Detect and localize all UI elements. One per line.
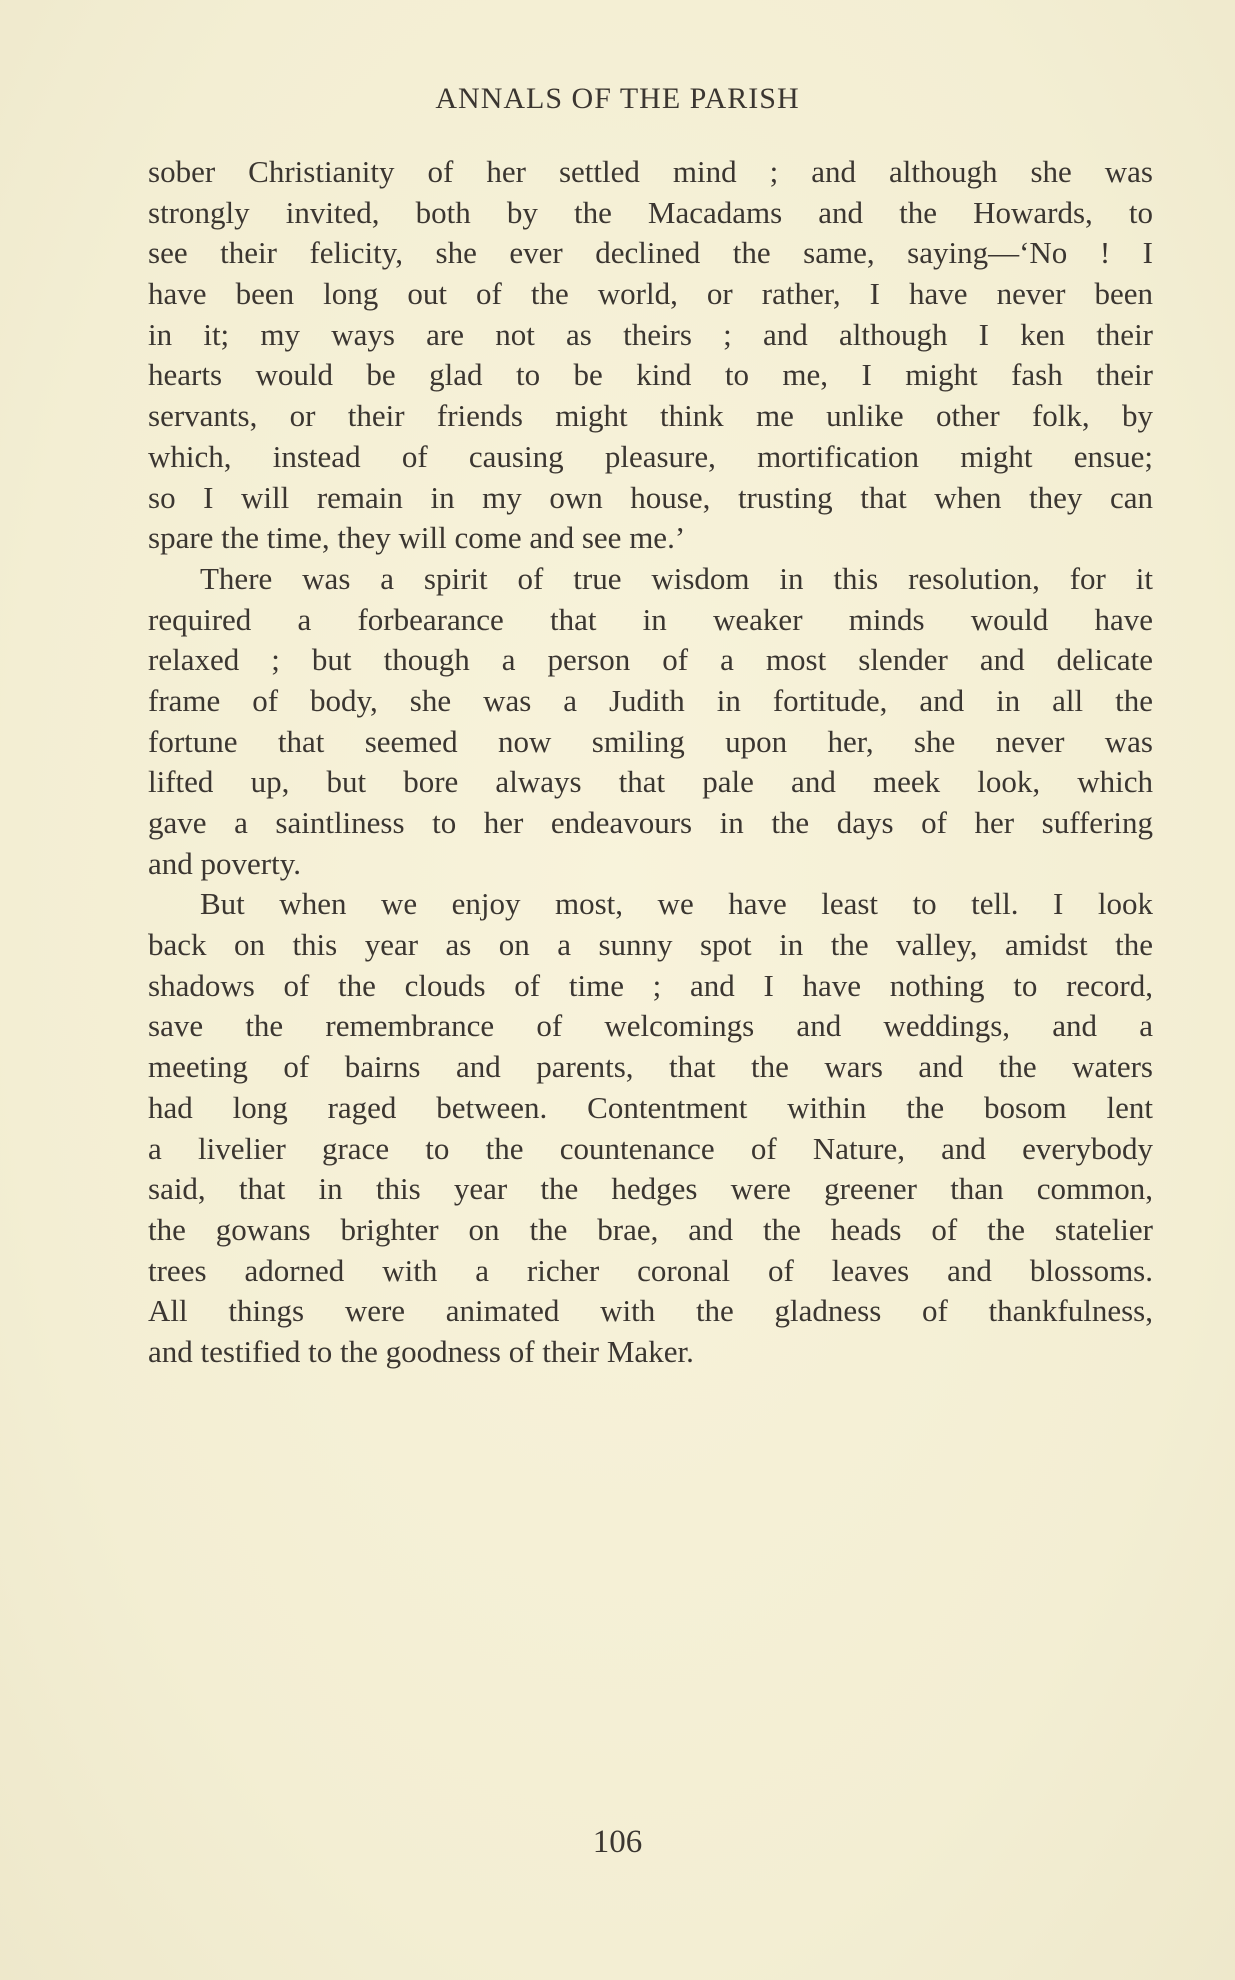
text-line: relaxed ; but though a person of a most slender and delicate xyxy=(148,642,1153,678)
running-title: ANNALS OF THE PARISH xyxy=(435,82,800,115)
text-line: see their felicity, she ever declined the same, saying—‘No ! I xyxy=(148,235,1153,271)
text-line: had long raged between. Contentment within the bosom lent xyxy=(148,1089,1153,1125)
text-line: a livelier grace to the countenance of Nature, and everybody xyxy=(148,1130,1153,1166)
text-line: shadows of the clouds of time ; and I have nothing to record, xyxy=(148,967,1153,1003)
text-line: gave a saintliness to her endeavours in the days of her suffering xyxy=(148,805,1153,840)
text-line: fortune that seemed now smiling upon her, she never was xyxy=(148,723,1153,759)
page-number: 106 xyxy=(592,1824,643,1860)
text-line: strongly invited, both by the Macadams and the Howards, to xyxy=(148,194,1153,230)
text-line: the gowans brighter on the brae, and the heads of the statelier xyxy=(148,1211,1153,1247)
text-line: trees adorned with a richer coronal of leaves and blossoms. xyxy=(148,1252,1153,1288)
text-line: save the remembrance of welcomings and weddings, and a xyxy=(148,1008,1153,1044)
text-line: There was a spirit of true wisdom in this resolution, for it xyxy=(200,560,1153,596)
text-line: hearts would be glad to be kind to me, I might fash their xyxy=(148,357,1153,393)
text-line: meeting of bairns and parents, that the wars and the waters xyxy=(148,1049,1153,1085)
text-line: in it; my ways are not as theirs ; and although I ken their xyxy=(148,316,1153,352)
text-line: All things were animated with the gladness of thankfulness, xyxy=(148,1293,1153,1329)
text-line: lifted up, but bore always that pale and meek look, which xyxy=(148,764,1153,800)
text-line: so I will remain in my own house, trusting that when they can xyxy=(148,479,1153,515)
text-line: required a forbearance that in weaker minds would have xyxy=(148,601,1153,637)
text-line: and testified to the goodness of their Maker. xyxy=(148,1333,694,1369)
text-line: which, instead of causing pleasure, mortification might ensue; xyxy=(148,438,1153,474)
text-line: But when we enjoy most, we have least to tell. I look xyxy=(200,886,1153,922)
text-line: spare the time, they will come and see me.’ xyxy=(148,520,686,556)
text-line: servants, or their friends might think me unlike other folk, by xyxy=(148,398,1153,434)
text-line: said, that in this year the hedges were greener than common, xyxy=(148,1171,1153,1207)
text-line: back on this year as on a sunny spot in the valley, amidst the xyxy=(148,927,1153,963)
text-line: have been long out of the world, or rather, I have never been xyxy=(148,276,1153,312)
text-line: sober Christianity of her settled mind ; and although she was xyxy=(148,154,1153,189)
text-line: frame of body, she was a Judith in fortitude, and in all the xyxy=(148,682,1153,718)
body-text xyxy=(148,152,1153,1373)
text-line: and poverty. xyxy=(148,845,301,881)
